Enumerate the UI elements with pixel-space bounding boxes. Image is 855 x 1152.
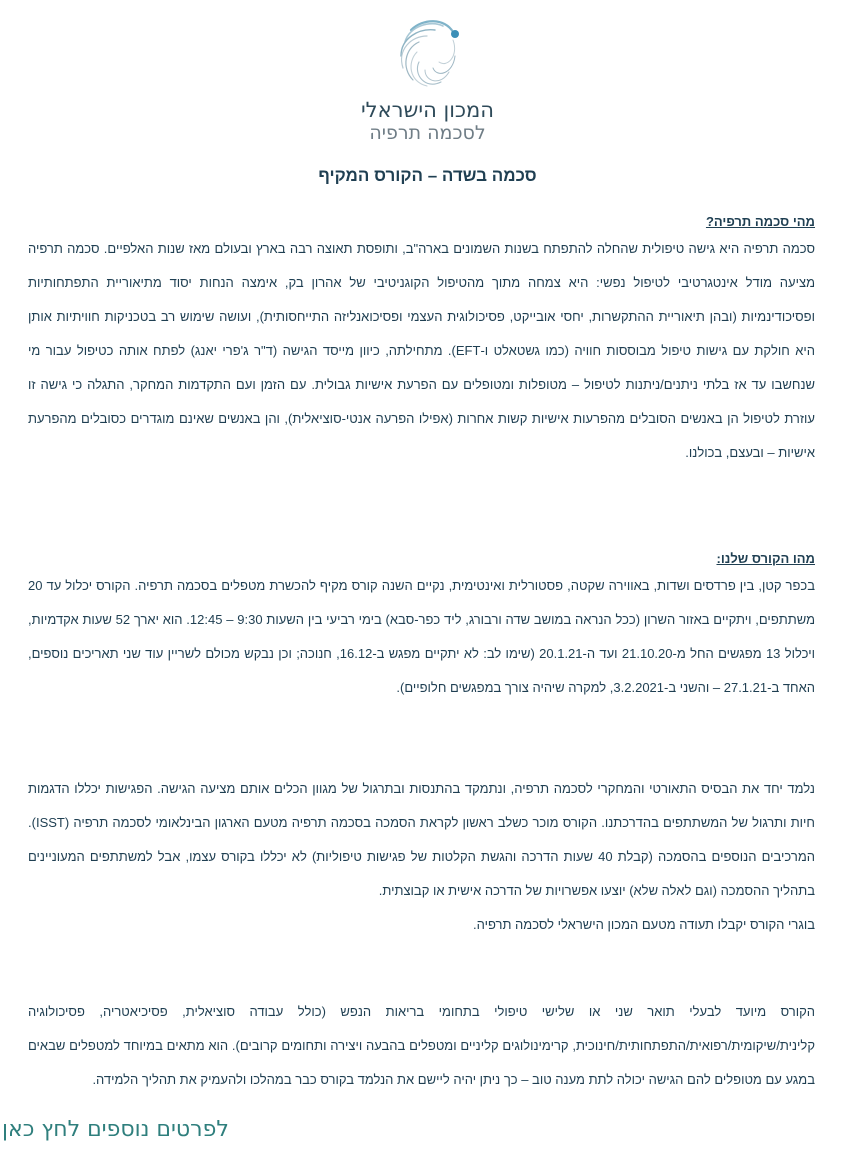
page-title: סכמה בשדה – הקורס המקיף	[318, 166, 537, 185]
audience-section	[28, 995, 815, 1097]
logo-subtitle: לסכמה תרפיה	[369, 122, 486, 144]
our-course-section	[28, 549, 815, 705]
audience-body: הקורס מיועד לבעלי תואר שני או שלישי טיפולי בתחומי בריאות הנפש (כולל עבודה סוציאלית, פסיכיאטריה, פסיכולוגיה קלינית/שיקומית/רפואית/התפתחותית/חינוכית, קרימינולוגים קליניים ומטפלים בהבעה ויצירה ותחומים קרובים). הוא מתאים במיוחד למטפלים שבאים במגע עם מטופלים להם הגישה יכולה לתת מענה טוב – כך ניתן יהיה ליישם את הנלמד בקורס כבר במהלכו ולהעמיק את תהליך הלמידה.	[28, 1004, 815, 1087]
we-learn-body: נלמד יחד את הבסיס התאורטי והמחקרי לסכמה תרפיה, ונתמקד בהתנסות ובתרגול של מגוון הכלים אותם מציעה הגישה. הפגישות יכללו הדגמות חיות ותרגול של המשתתפים בהדרכתנו. הקורס מוכר כשלב ראשון לקראת הסמכה בסכמה תרפיה מטעם הארגון הבינלאומי לסכמה תרפיה (ISST). המרכיבים הנוספים בהסמכה (קבלת 40 שעות הדרכה והגשת הקלטות של פגישות טיפוליות) לא יכללו בקורס עצמו, אבל למשתתפים המעוניינים בתהליך ההסמכה (וגם לאלה שלא) יוצעו אפשרויות של הדרכה אישית או קבוצתית.	[28, 781, 815, 898]
graduates-note: בוגרי הקורס יקבלו תעודה מטעם המכון הישראלי לסכמה תרפיה.	[473, 917, 815, 932]
logo	[340, 10, 515, 144]
what-is-section	[28, 212, 815, 470]
logo-name: המכון הישראלי	[360, 98, 495, 122]
more-details-link[interactable]: לפרטים נוספים לחץ כאן	[2, 1117, 229, 1142]
logo-circle-icon	[383, 10, 473, 94]
what-is-heading: מהי סכמה תרפיה?	[705, 214, 815, 229]
we-learn-section	[28, 772, 815, 942]
our-course-body: בכפר קטן, בין פרדסים ושדות, באווירה שקטה, פסטורלית ואינטימית, נקיים השנה קורס מקיף להכשרת מטפלים בסכמה תרפיה. הקורס יכלול עד 20 משתתפים, ויתקיים באזור השרון (ככל הנראה במושב שדה ורבורג, ליד כפר-סבא) בימי רביעי בין השעות 9:30 – 12:45. הוא יארך 52 שעות אקדמיות, ויכלול 13 מפגשים החל מ-21.10.20 ועד ה-20.1.21 (שימו לב: לא יתקיים מפגש ב-16.12, חנוכה; וכן נבקש מכולם לשריין עוד שני תאריכים נוספים, האחד ב-27.1.21 – והשני ב-3.2.2021, למקרה שיהיה צורך במפגשים חלופיים).	[28, 578, 815, 695]
our-course-heading: מהו הקורס שלנו:	[716, 551, 815, 566]
what-is-body: סכמה תרפיה היא גישה טיפולית שהחלה להתפתח בשנות השמונים בארה"ב, ותופסת תאוצה רבה בארץ ובעולם מאז שנות האלפיים. סכמה תרפיה מציעה מודל אינטגרטיבי לטיפול נפשי: היא צמחה מתוך מהטיפול הקוגניטיבי של אהרון בק, אימצה הנחות יסוד מתיאוריית התפתחותיות ופסיכודינמיות (ובהן תיאוריית ההתקשרות, יחסי אובייקט, פסיכולוגית העצמי ופסיכואנליזה התייחסותית), ועושה שימוש רב בטכניקות חוויתיות אותן היא חולקת עם גישות טיפול מבוססות חוויה (כמו גשטאלט ו-EFT). מתחילתה, כיוון מייסד הגישה (ד"ר ג'פרי יאנג) לפתח אותה כטיפול עבור מי שנחשבו עד אז בלתי ניתנים/ניתנות לטיפול – מטופלות ומטופלים עם הפרעת אישיות גבולית. עם הזמן ועם התקדמות המחקר, התגלה כי גישה זו עוזרת לטיפול הן באנשים הסובלים מהפרעות אישיות קשות אחרות (אפילו הפרעה אנטי-סוציאלית), והן באנשים שאינם מוגדרים כסובלים מהפרעת אישיות – ובעצם, בכולנו.	[28, 241, 815, 460]
